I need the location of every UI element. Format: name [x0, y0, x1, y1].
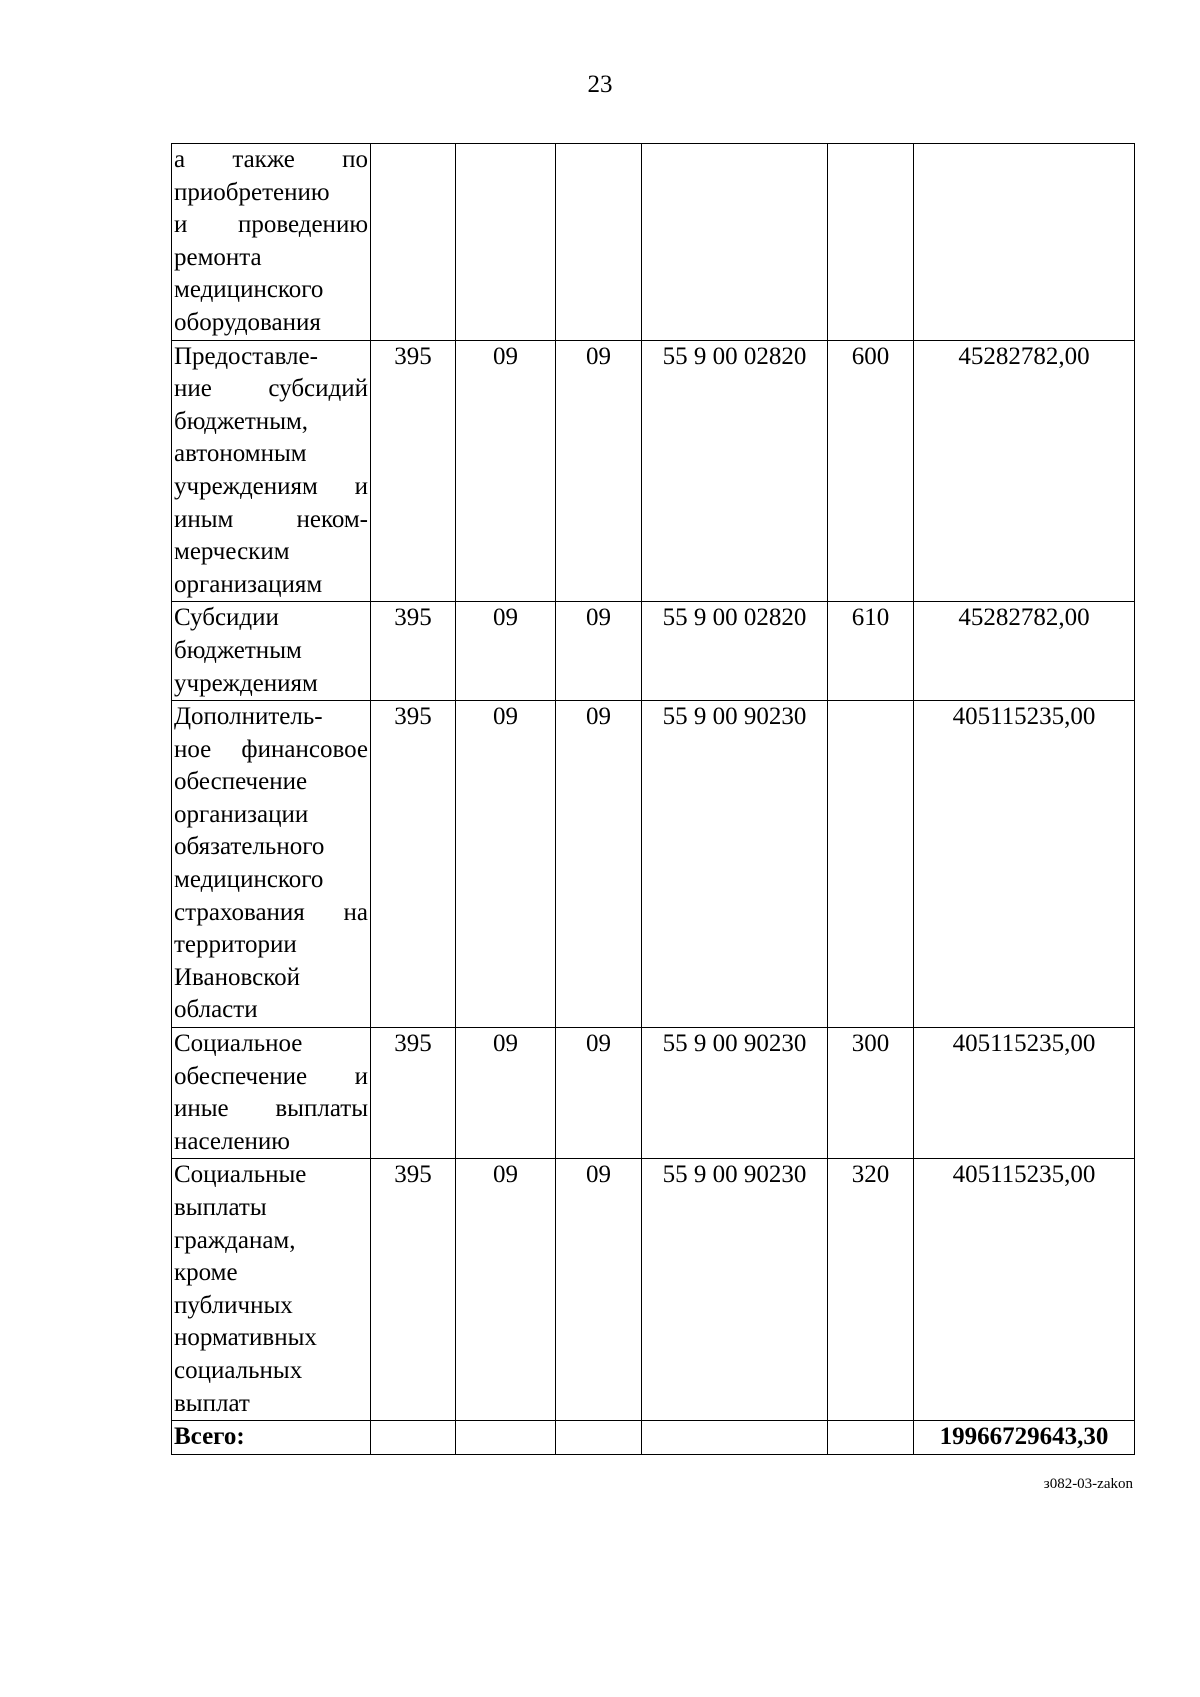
empty-cell — [456, 1421, 556, 1455]
subsection-code-cell: 09 — [556, 1028, 642, 1159]
expense-name-line: территории — [174, 931, 297, 959]
target-article-cell: 55 9 00 90230 — [642, 1028, 828, 1159]
subsection-code-cell — [556, 144, 642, 341]
expense-name-line: бюджетным — [174, 636, 302, 664]
ministry-code-cell: 395 — [371, 1159, 456, 1421]
expense-name-line: Социальные — [174, 1161, 307, 1189]
expense-name-line: приобретению — [174, 178, 330, 206]
ministry-code-cell — [371, 144, 456, 341]
table-row — [172, 1028, 1135, 1159]
expense-name-line: гражданам, — [174, 1226, 296, 1254]
section-code-cell: 09 — [456, 340, 556, 602]
expense-name-line: автономным — [174, 440, 307, 468]
empty-cell — [371, 1421, 456, 1455]
ministry-code-cell: 395 — [371, 1028, 456, 1159]
expense-name-cell — [172, 701, 371, 1028]
subsection-code-cell: 09 — [556, 340, 642, 602]
expense-name-line: области — [174, 996, 258, 1024]
expense-name-line: кроме — [174, 1259, 238, 1287]
expense-name-line: выплат — [174, 1389, 250, 1417]
section-code-cell: 09 — [456, 602, 556, 701]
expense-name-line: обеспечение — [174, 768, 308, 796]
page-number: 23 — [587, 71, 613, 98]
expense-type-cell — [828, 701, 914, 1028]
target-article-cell: 55 9 00 90230 — [642, 1159, 828, 1421]
expense-name-line: обеспечение и — [174, 1062, 368, 1090]
budget-table-body — [172, 144, 1135, 1455]
table-row — [172, 1159, 1135, 1421]
table-row — [172, 340, 1135, 602]
budget-table — [171, 143, 1135, 1455]
expense-name-line: медицинского — [174, 276, 324, 304]
section-code-cell: 09 — [456, 701, 556, 1028]
expense-name-line: ремонта — [174, 243, 262, 271]
expense-name-line: обязательного — [174, 833, 325, 861]
amount-cell: 405115235,00 — [914, 1028, 1135, 1159]
expense-name-line: социальных — [174, 1356, 303, 1384]
section-code-cell: 09 — [456, 1159, 556, 1421]
expense-name-cell — [172, 1028, 371, 1159]
amount-cell: 45282782,00 — [914, 340, 1135, 602]
expense-name-line: ние субсидий — [174, 375, 368, 403]
expense-type-cell — [828, 144, 914, 341]
total-amount: 19966729643,30 — [914, 1421, 1135, 1455]
expense-name-line: оборудования — [174, 308, 321, 336]
expense-name-line: нормативных — [174, 1324, 317, 1352]
expense-name-line: организации — [174, 800, 309, 828]
expense-name-line: Предоставле- — [174, 342, 318, 370]
expense-name-cell — [172, 602, 371, 701]
expense-name-cell — [172, 144, 371, 341]
expense-name-line: страхования на — [174, 898, 368, 926]
expense-name-line: иные выплаты — [174, 1095, 368, 1123]
amount-cell: 405115235,00 — [914, 1159, 1135, 1421]
total-label: Всего: — [172, 1421, 371, 1455]
expense-type-cell: 600 — [828, 340, 914, 602]
empty-cell — [642, 1421, 828, 1455]
expense-name-line: мерческим — [174, 538, 290, 566]
section-code-cell: 09 — [456, 1028, 556, 1159]
total-row — [172, 1421, 1135, 1455]
expense-name-line: Ивановской — [174, 963, 301, 991]
expense-type-cell: 320 — [828, 1159, 914, 1421]
target-article-cell: 55 9 00 02820 — [642, 340, 828, 602]
table-row — [172, 602, 1135, 701]
expense-name-line: Субсидии — [174, 604, 279, 632]
expense-name-cell — [172, 1159, 371, 1421]
expense-name-line: учреждениям и — [174, 472, 368, 500]
expense-name-line: бюджетным, — [174, 407, 309, 435]
expense-name-line: ное финансовое — [174, 735, 368, 763]
subsection-code-cell: 09 — [556, 701, 642, 1028]
amount-cell: 45282782,00 — [914, 602, 1135, 701]
ministry-code-cell: 395 — [371, 340, 456, 602]
table-row — [172, 144, 1135, 341]
empty-cell — [556, 1421, 642, 1455]
ministry-code-cell: 395 — [371, 701, 456, 1028]
expense-type-cell: 610 — [828, 602, 914, 701]
expense-name-line: населению — [174, 1127, 290, 1155]
target-article-cell — [642, 144, 828, 341]
expense-name-line: а также по — [174, 146, 368, 173]
subsection-code-cell: 09 — [556, 602, 642, 701]
expense-name-line: организациям — [174, 570, 323, 598]
target-article-cell: 55 9 00 02820 — [642, 602, 828, 701]
amount-cell: 405115235,00 — [914, 701, 1135, 1028]
table-row — [172, 701, 1135, 1028]
expense-name-line: выплаты — [174, 1194, 267, 1221]
document-code: з082-03-zakon — [1043, 1476, 1133, 1492]
expense-name-line: Дополнитель- — [174, 703, 323, 731]
expense-name-line: иным неком- — [174, 505, 368, 533]
subsection-code-cell: 09 — [556, 1159, 642, 1421]
empty-cell — [828, 1421, 914, 1455]
expense-name-cell — [172, 340, 371, 602]
ministry-code-cell: 395 — [371, 602, 456, 701]
expense-name-line: и проведению — [174, 211, 368, 239]
expense-name-line: Социальное — [174, 1030, 303, 1058]
amount-cell — [914, 144, 1135, 341]
expense-name-line: учреждениям — [174, 669, 318, 697]
expense-type-cell: 300 — [828, 1028, 914, 1159]
section-code-cell — [456, 144, 556, 341]
target-article-cell: 55 9 00 90230 — [642, 701, 828, 1028]
expense-name-line: публичных — [174, 1291, 293, 1319]
expense-name-line: медицинского — [174, 866, 324, 894]
